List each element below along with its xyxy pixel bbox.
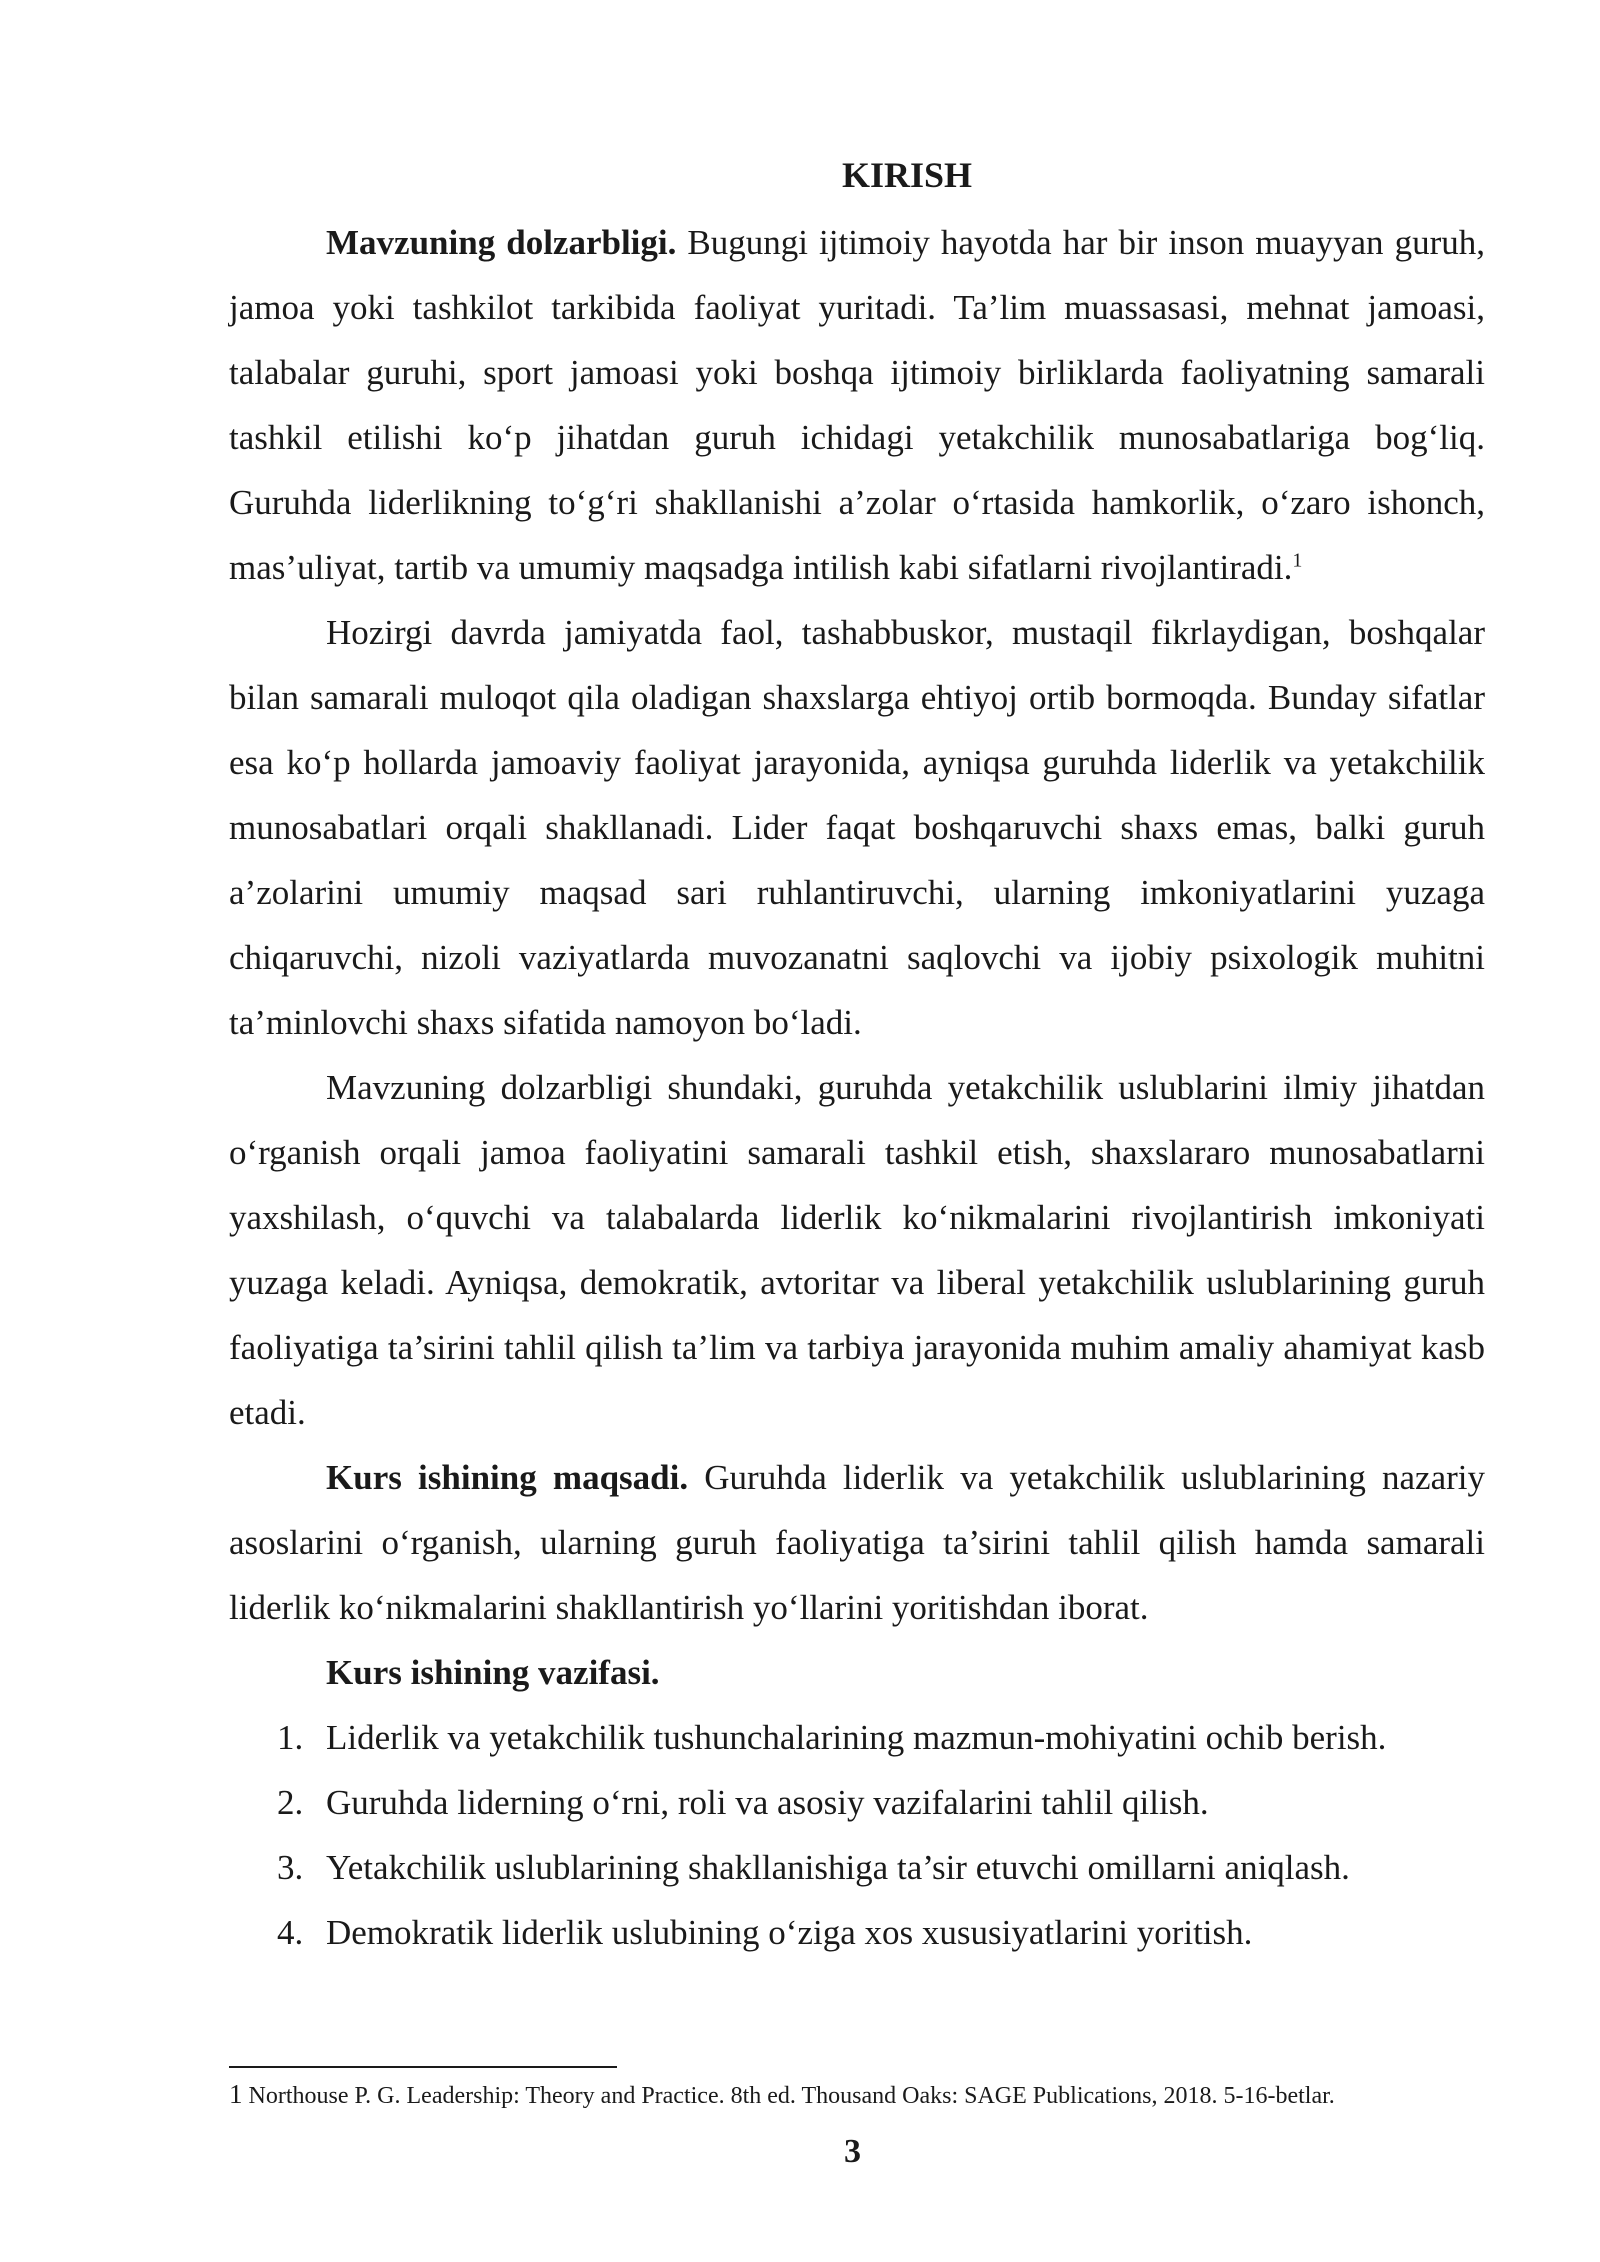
- list-item-text: Liderlik va yetakchilik tushunchalarining mazmun-mohiyatini ochib berish.: [326, 1718, 1387, 1757]
- paragraph-relevance-detail: Mavzuning dolzarbligi shundaki, guruhda yetakchilik uslublarini ilmiy jihatdan o‘rganish orqali jamoa faoliyatini samarali tashkil etish, shaxslararo munosabatlarni yaxshilash, o‘quvchi va talabalarda liderlik ko‘nikmalarini rivojlantirish imkoniyati yuzaga keladi. Ayniqsa, demokratik, avtoritar va liberal yetakchilik uslublarining guruh faoliyatiga ta’sirini tahlil qilish ta’lim va tarbiya jarayonida muhim amaliy ahamiyat kasb etadi.: [229, 1068, 1485, 1432]
- paragraph-goal: [229, 1445, 1485, 1640]
- paragraph-relevance: [229, 210, 1485, 600]
- list-item-text: Yetakchilik uslublarining shakllanishiga ta’sir etuvchi omillarni aniqlash.: [326, 1848, 1350, 1887]
- relevance-label: Mavzuning dolzarbligi.: [326, 223, 677, 262]
- list-item: [229, 1835, 1485, 1900]
- goal-label: Kurs ishining maqsadi.: [326, 1458, 689, 1497]
- footnote-number: 1: [229, 2079, 243, 2109]
- list-item-number: 3.: [277, 1848, 304, 1887]
- list-item-text: Guruhda liderning o‘rni, roli va asosiy vazifalarini tahlil qilish.: [326, 1783, 1209, 1822]
- goal-text: Guruhda liderlik va yetakchilik uslublarining nazariy asoslarini o‘rganish, ularning guruh faoliyatiga ta’sirini tahlil qilish hamda samarali liderlik ko‘nikmalarini shakllantirish yo‘llarini yoritishdan iborat.: [229, 1458, 1485, 1627]
- tasks-list: [229, 1705, 1485, 1965]
- footnote: [229, 2077, 1529, 2113]
- list-item-text: Demokratik liderlik uslubining o‘ziga xos xususiyatlarini yoritish.: [326, 1913, 1253, 1952]
- list-item-number: 4.: [277, 1913, 304, 1952]
- footnote-reference[interactable]: 1: [1292, 549, 1303, 572]
- list-item: [229, 1770, 1485, 1835]
- footnote-text: Northouse P. G. Leadership: Theory and Practice. 8th ed. Thousand Oaks: SAGE Publications, 2018. 5-16-betlar.: [242, 2083, 1335, 2109]
- page-number: 3: [844, 2133, 861, 2170]
- relevance-text: Bugungi ijtimoiy hayotda har bir inson muayyan guruh, jamoa yoki tashkilot tarkibida faoliyat yuritadi. Ta’lim muassasasi, mehnat jamoasi, talabalar guruhi, sport jamoasi yoki boshqa ijtimoiy birliklarda faoliyatning samarali tashkil etilishi ko‘p jihatdan guruh ichidagi yetakchilik munosabatlariga bog‘liq. Guruhda liderlikning to‘g‘ri shakllanishi a’zolar o‘rtasida hamkorlik, o‘zaro ishonch, mas’uliyat, tartib va umumiy maqsadga intilish kabi sifatlarni rivojlantiradi.: [229, 223, 1485, 587]
- tasks-heading: Kurs ishining vazifasi.: [326, 1653, 660, 1692]
- list-item-number: 2.: [277, 1783, 304, 1822]
- list-item-number: 1.: [277, 1718, 304, 1757]
- document-body: [229, 145, 1485, 1965]
- section-title: KIRISH: [841, 155, 973, 195]
- list-item: [229, 1705, 1485, 1770]
- paragraph-modern-era: Hozirgi davrda jamiyatda faol, tashabbuskor, mustaqil fikrlaydigan, boshqalar bilan samarali muloqot qila oladigan shaxslarga ehtiyoj ortib bormoqda. Bunday sifatlar esa ko‘p hollarda jamoaviy faoliyat jarayonida, ayniqsa guruhda liderlik va yetakchilik munosabatlari orqali shakllanadi. Lider faqat boshqaruvchi shaxs emas, balki guruh a’zolarini umumiy maqsad sari ruhlantiruvchi, ularning imkoniyatlarini yuzaga chiqaruvchi, nizoli vaziyatlarda muvozanatni saqlovchi va ijobiy psixologik muhitni ta’minlovchi shaxs sifatida namoyon bo‘ladi.: [229, 613, 1485, 1042]
- list-item: [229, 1900, 1485, 1965]
- footnote-divider: [229, 2066, 617, 2068]
